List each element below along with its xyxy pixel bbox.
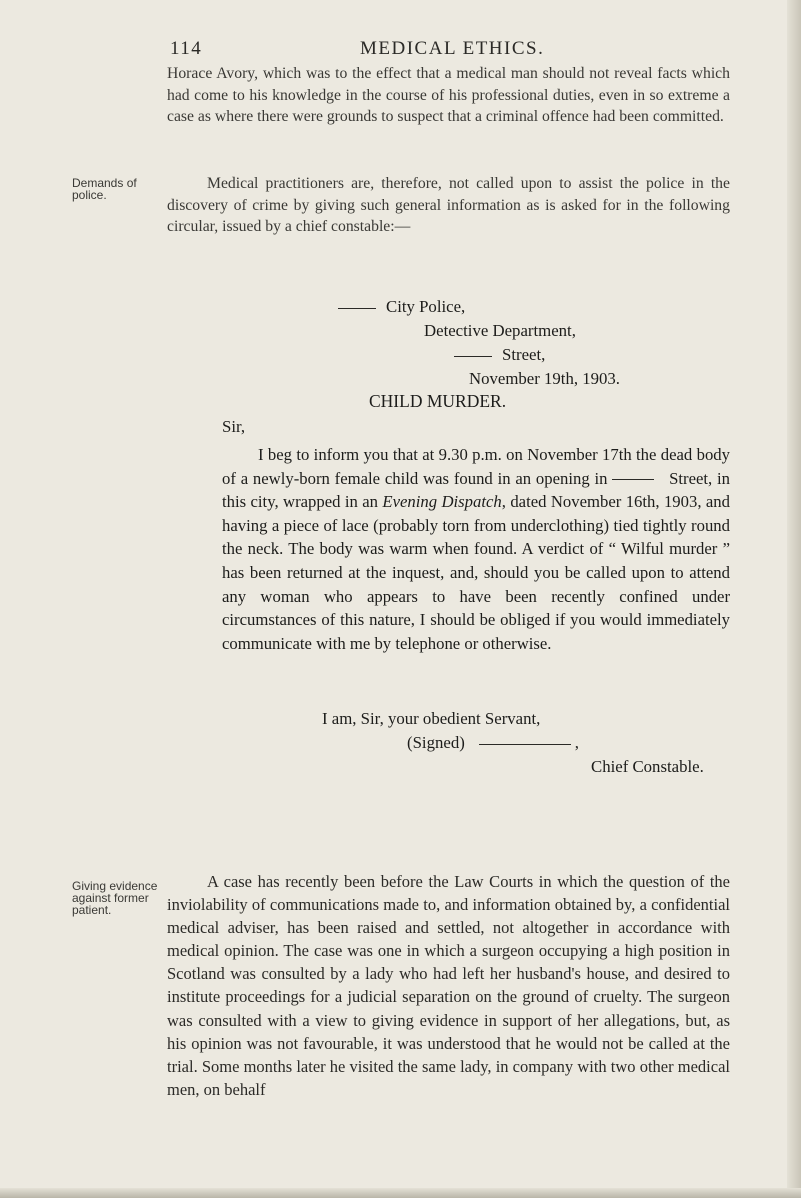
- page-number: 114: [170, 38, 203, 59]
- letter-body-part-2: Street, in this city, wrapped in an: [222, 468, 730, 512]
- paragraph-medical-practitioners-text: Medical practitioners are, therefore, not called upon to assist the police in the discovery of crime by giving such general information as is asked for in the following circular, issued by a chief constable:—: [167, 175, 730, 236]
- blank-dash: [454, 356, 492, 357]
- letter-signed-comma: ,: [574, 733, 579, 752]
- letter-heading: CHILD MURDER.: [369, 391, 507, 411]
- paragraph-avory: Horace Avory, which was to the effect that a medical man should not reveal facts which had come to his knowledge in the course of his professional duties, even in so extreme a case as where there were grounds to suspect that a criminal offence had been committed.: [167, 65, 730, 126]
- margin-note-demands-of-police: Demands of police.: [72, 176, 137, 202]
- paragraph-law-courts-case-text: A case has recently been before the Law Courts in which the question of the inviolability of communications made to, and information obtained by, a confidential medical adviser, has been raised and settled, not altogether in accordance with medical opinion. The case was one in which a surgeon occupying a high position in Scotland was consulted by a lady who had left her husband's house, and desired to institute proceedings for a judicial separation on the ground of cruelty. The surgeon was consulted with a view to giving evidence in support of her allegations, but, as his opinion was not favourable, it was understood that he would not be called at the trial. Some months later he visited the same lady, in company with two other medical men, on behalf: [167, 872, 730, 1099]
- blank-dash: [338, 308, 376, 309]
- blank-dash: [612, 479, 654, 480]
- letter-body: [222, 443, 730, 655]
- signature-blank: [479, 744, 571, 745]
- letter-address-street: Street,: [502, 345, 546, 364]
- letter-signed: [407, 733, 579, 753]
- newspaper-title: Evening Dispatch: [382, 492, 502, 512]
- letter-address-city-police: City Police,: [386, 297, 466, 316]
- letter-address-line-1: [338, 297, 465, 317]
- letter-date: November 19th, 1903.: [469, 369, 621, 388]
- running-title: MEDICAL ETHICS.: [360, 38, 545, 59]
- letter-chief-constable: Chief Constable.: [591, 757, 704, 776]
- letter-body-part-1: I beg to inform you that at 9.30 p.m. on November 17th the dead body of a newly-born female child was found in an opening in: [222, 445, 730, 488]
- paragraph-law-courts-case: [167, 870, 730, 1101]
- letter-closing: I am, Sir, your obedient Servant,: [322, 709, 541, 728]
- margin-note-giving-evidence: Giving evidence against former patient.: [72, 879, 158, 917]
- letter-signed-label: (Signed): [407, 733, 465, 752]
- letter-address-line-3: [454, 345, 545, 365]
- letter-address-line-2: Detective Department,: [424, 321, 576, 340]
- letter-body-part-3: , dated November 16th, 1903, and having a piece of lace (probably torn from underclothing) tied tightly round the neck. The body was warm when found. A verdict of “ Wilful murder ” has been returned at the inquest, and, should you be called upon to attend any woman who appears to have been recently confined under circumstances of this nature, I should be obliged if you would immediately communicate with me by telephone or otherwise.: [222, 492, 730, 653]
- letter-salutation: Sir,: [222, 417, 246, 436]
